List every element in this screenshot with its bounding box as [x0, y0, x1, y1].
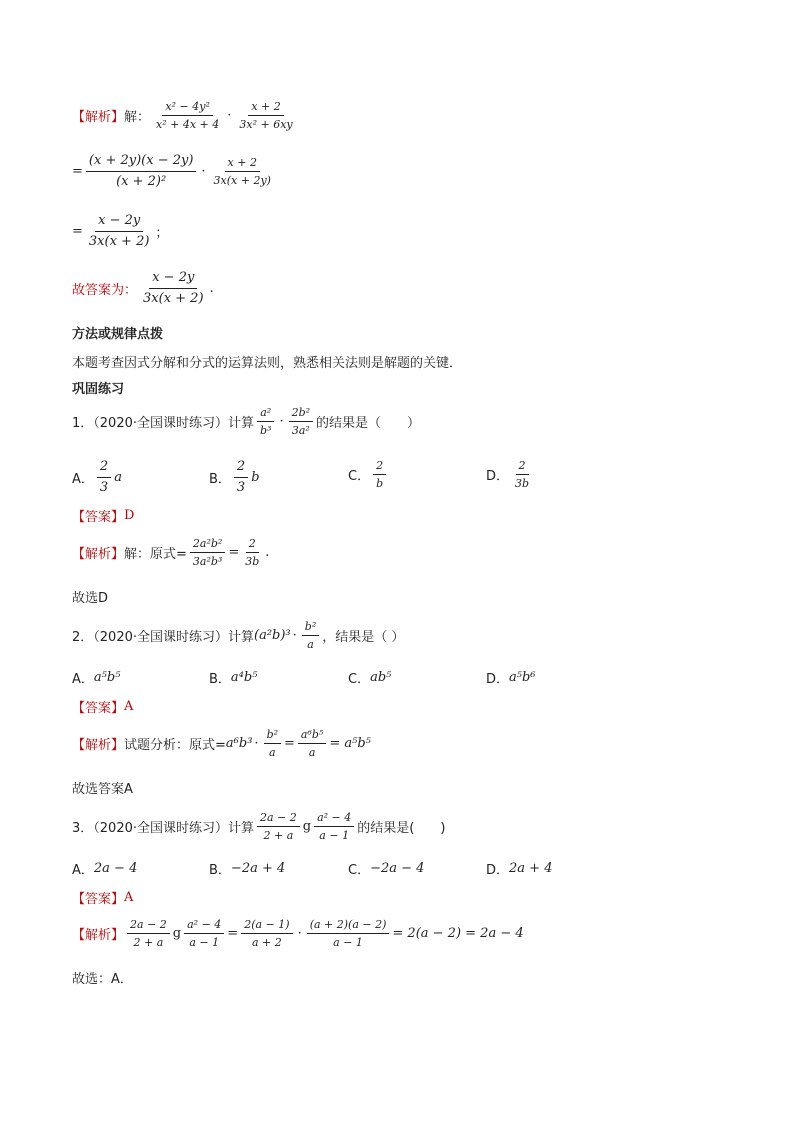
q2-analysis: 【解析】 试题分析：原式= a⁶b³ · $\frac{\text{b²}}{a}$ = $\frac{\text{a⁶b⁵}}{a}$ = a⁵b⁵ — [72, 728, 371, 759]
q1-option-b: B． $\frac{2}{3}$ b — [209, 459, 260, 495]
method-heading: 方法或规律点拨 — [72, 327, 164, 342]
q1-option-c: C． $\frac{2}{b}$ — [348, 459, 389, 490]
q3-stem: 3．（2020·全国课时练习）计算 $\frac{2a - 2}{2 + a}$ g $\frac{\text{a² − 4}}{a - 1}$ 的结果是( ) — [72, 811, 446, 842]
q2-conclusion: 故选答案A — [72, 782, 133, 797]
q2-option-a: A． a⁵b⁵ — [72, 670, 121, 687]
ex0-line3: = $\frac{x - 2y}{3x(x + 2)}$ ； — [72, 213, 169, 249]
ex0-l1-frac1: $\frac{\text{x² − 4y²}}{\text{x² + 4x + 4}}$ — [156, 100, 220, 131]
ex0-line1: 【解析】 解： $\frac{\text{x² − 4y²}}{\text{x² + 4x + 4}}$ · $\frac{x + 2}{\text{3x² + 6xy}}$ — [72, 100, 299, 131]
practice-heading: 巩固练习 — [72, 382, 125, 397]
method-text: 本题考查因式分解和分式的运算法则，熟悉相关法则是解题的关键． — [72, 356, 463, 371]
ex0-l3-frac: $\frac{x - 2y}{3x(x + 2)}$ — [88, 213, 150, 249]
q1-option-a: A． $\frac{2}{3}$ a — [72, 459, 122, 495]
q1-answer: 【答案】 D — [72, 508, 135, 525]
q1-option-d: D． $\frac{2}{3b}$ — [486, 459, 530, 490]
ex0-final: 故答案为： $\frac{x - 2y}{3x(x + 2)}$ . — [72, 270, 214, 306]
ex0-line2: = $\frac{(x + 2y)(x - 2y)}{\text{(x + 2)²}}$ · $\frac{x + 2}{3x(x + 2y)}$ — [72, 153, 277, 190]
q2-option-d: D． a⁵b⁶ — [486, 670, 536, 687]
q3-option-b: B． −2a + 4 — [209, 861, 286, 878]
ex0-final-frac: $\frac{x - 2y}{3x(x + 2)}$ — [143, 270, 204, 306]
q2-option-b: B． a⁴b⁵ — [209, 670, 258, 687]
q1-frac2: $\frac{\text{2b²}}{\text{3a²}}$ — [289, 406, 313, 437]
q1-conclusion: 故选D — [72, 591, 109, 606]
ex0-l2-frac2: $\frac{x + 2}{3x(x + 2y)}$ — [213, 156, 271, 187]
solution-prefix: 解： — [124, 110, 151, 125]
q1-frac1: $\frac{\text{a²}}{\text{b³}}$ — [257, 406, 274, 437]
final-prefix: 故答案为： — [72, 283, 138, 298]
q2-answer: 【答案】 A — [72, 699, 134, 716]
q3-option-c: C． −2a − 4 — [348, 861, 425, 878]
q3-answer: 【答案】 A — [72, 890, 134, 907]
analysis-label: 【解析】 — [72, 110, 125, 125]
q2-option-c: C． ab⁵ — [348, 670, 392, 687]
ex0-l1-frac2: $\frac{x + 2}{\text{3x² + 6xy}}$ — [239, 100, 293, 131]
q2-stem: 2．（2020·全国课时练习）计算 (a²b)³ · $\frac{\text{b²}}{a}$ ，结果是（ ） — [72, 620, 405, 651]
q1-stem: 1．（2020·全国课时练习）计算 $\frac{\text{a²}}{\text{b³}}$ · $\frac{\text{2b²}}{\text{3a²}}$ 的结果是（ ） — [72, 406, 421, 437]
ex0-l2-frac1: $\frac{(x + 2y)(x - 2y)}{\text{(x + 2)²}}$ — [86, 153, 197, 190]
q3-option-d: D． 2a + 4 — [486, 861, 553, 878]
q3-analysis: 【解析】 $\frac{2a - 2}{2 + a}$ g $\frac{\text{a² − 4}}{a - 1}$ = $\frac{2(a - 1)}{a + 2}$ · $\frac{(a + 2)(a - 2)}{a - 1}$ = 2(a − 2) = 2a − 4 — [72, 918, 524, 949]
q1-analysis: 【解析】 解：原式= $\frac{\text{2a²b²}}{\text{3a²b³}}$ = $\frac{2}{3b}$ . — [72, 537, 270, 568]
q3-option-a: A． 2a − 4 — [72, 861, 138, 878]
q3-conclusion: 故选：A． — [72, 972, 133, 987]
